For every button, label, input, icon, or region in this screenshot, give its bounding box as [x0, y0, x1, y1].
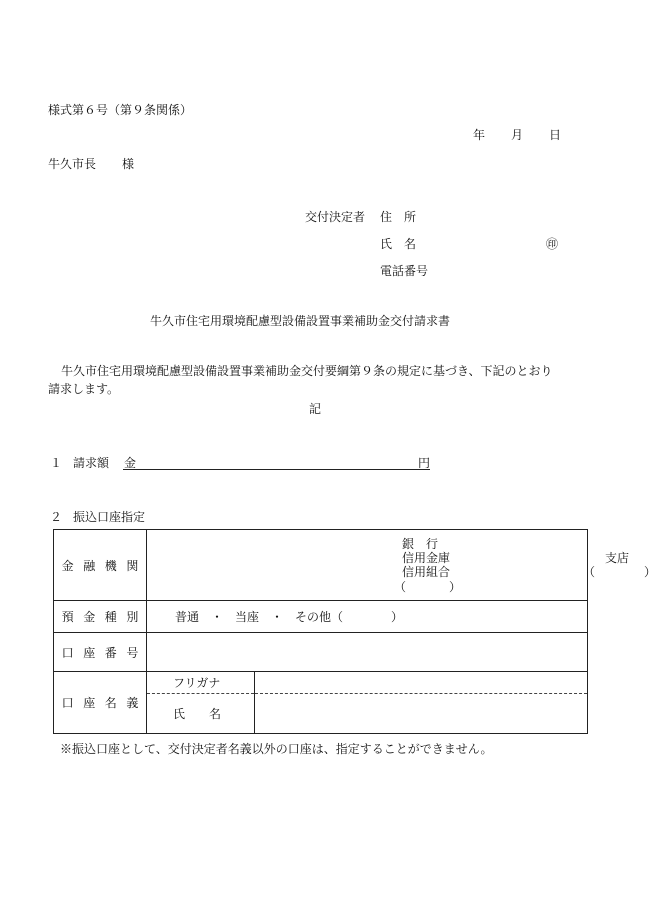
- furigana-input-cell[interactable]: [255, 672, 588, 694]
- date-day: 日: [549, 128, 562, 142]
- amount-unit: 円: [418, 456, 431, 470]
- body-text-line2: 請求します。: [48, 382, 120, 396]
- name-label: 氏 名: [380, 237, 417, 251]
- account-number-label: 口座番号: [54, 633, 147, 672]
- branch-paren-close: ）: [644, 565, 656, 579]
- section1-label: 請求額: [73, 456, 110, 470]
- institution-label: 金融機関: [54, 530, 147, 601]
- applicant-role-label: 交付決定者: [305, 210, 366, 224]
- furigana-label: フリガナ: [147, 672, 255, 694]
- bank-type-shinkumi: 信用組合: [402, 565, 451, 579]
- bank-type-shinkin: 信用金庫: [402, 551, 451, 565]
- document-title: 牛久市住宅用環境配慮型設備設置事業補助金交付請求書: [150, 314, 451, 328]
- table-row-deposit: [54, 601, 588, 633]
- table-row-institution: [54, 530, 588, 601]
- seal-mark: ㊞: [546, 237, 559, 251]
- body-text-line1: 牛久市住宅用環境配慮型設備設置事業補助金交付要綱第９条の規定に基づき、下記のとおり: [61, 364, 553, 378]
- phone-label: 電話番号: [380, 264, 429, 278]
- amount-prefix: 金: [124, 456, 137, 470]
- account-number-cell[interactable]: [147, 633, 588, 672]
- section2-number: ２: [50, 510, 63, 524]
- amount-underline: [123, 469, 430, 470]
- ki-heading: 記: [309, 402, 322, 416]
- holder-name-input-cell[interactable]: [255, 694, 588, 734]
- addressee-title: 牛久市長: [48, 157, 97, 171]
- table-row-account-number: [54, 633, 588, 672]
- deposit-type-cell[interactable]: [147, 601, 588, 633]
- institution-cell[interactable]: [147, 530, 656, 601]
- form-number: 様式第６号（第９条関係）: [48, 103, 193, 117]
- account-name-label: 口座名義: [54, 672, 147, 734]
- bank-type-bank: 銀 行: [402, 537, 439, 551]
- bank-type-paren-close: ）: [449, 580, 462, 594]
- section2-label: 振込口座指定: [73, 510, 146, 524]
- footnote: ※振込口座として、交付決定者名義以外の口座は、指定することができません。: [60, 742, 493, 756]
- branch-paren-open: （: [583, 565, 596, 579]
- address-label: 住 所: [380, 210, 417, 224]
- addressee-honorific: 様: [122, 157, 135, 171]
- deposit-type-label: 預金種別: [54, 601, 147, 633]
- section1-number: １: [50, 456, 63, 470]
- holder-name-label: 氏 名: [147, 694, 255, 734]
- branch-label: 支店: [605, 551, 630, 565]
- date-year: 年: [473, 128, 486, 142]
- table-row-furigana: [54, 672, 588, 694]
- bank-account-table: [53, 529, 656, 734]
- deposit-type-options: 普通 ・ 当座 ・ その他（ ）: [175, 610, 404, 624]
- bank-type-paren-open: （: [394, 580, 407, 594]
- date-month: 月: [511, 128, 524, 142]
